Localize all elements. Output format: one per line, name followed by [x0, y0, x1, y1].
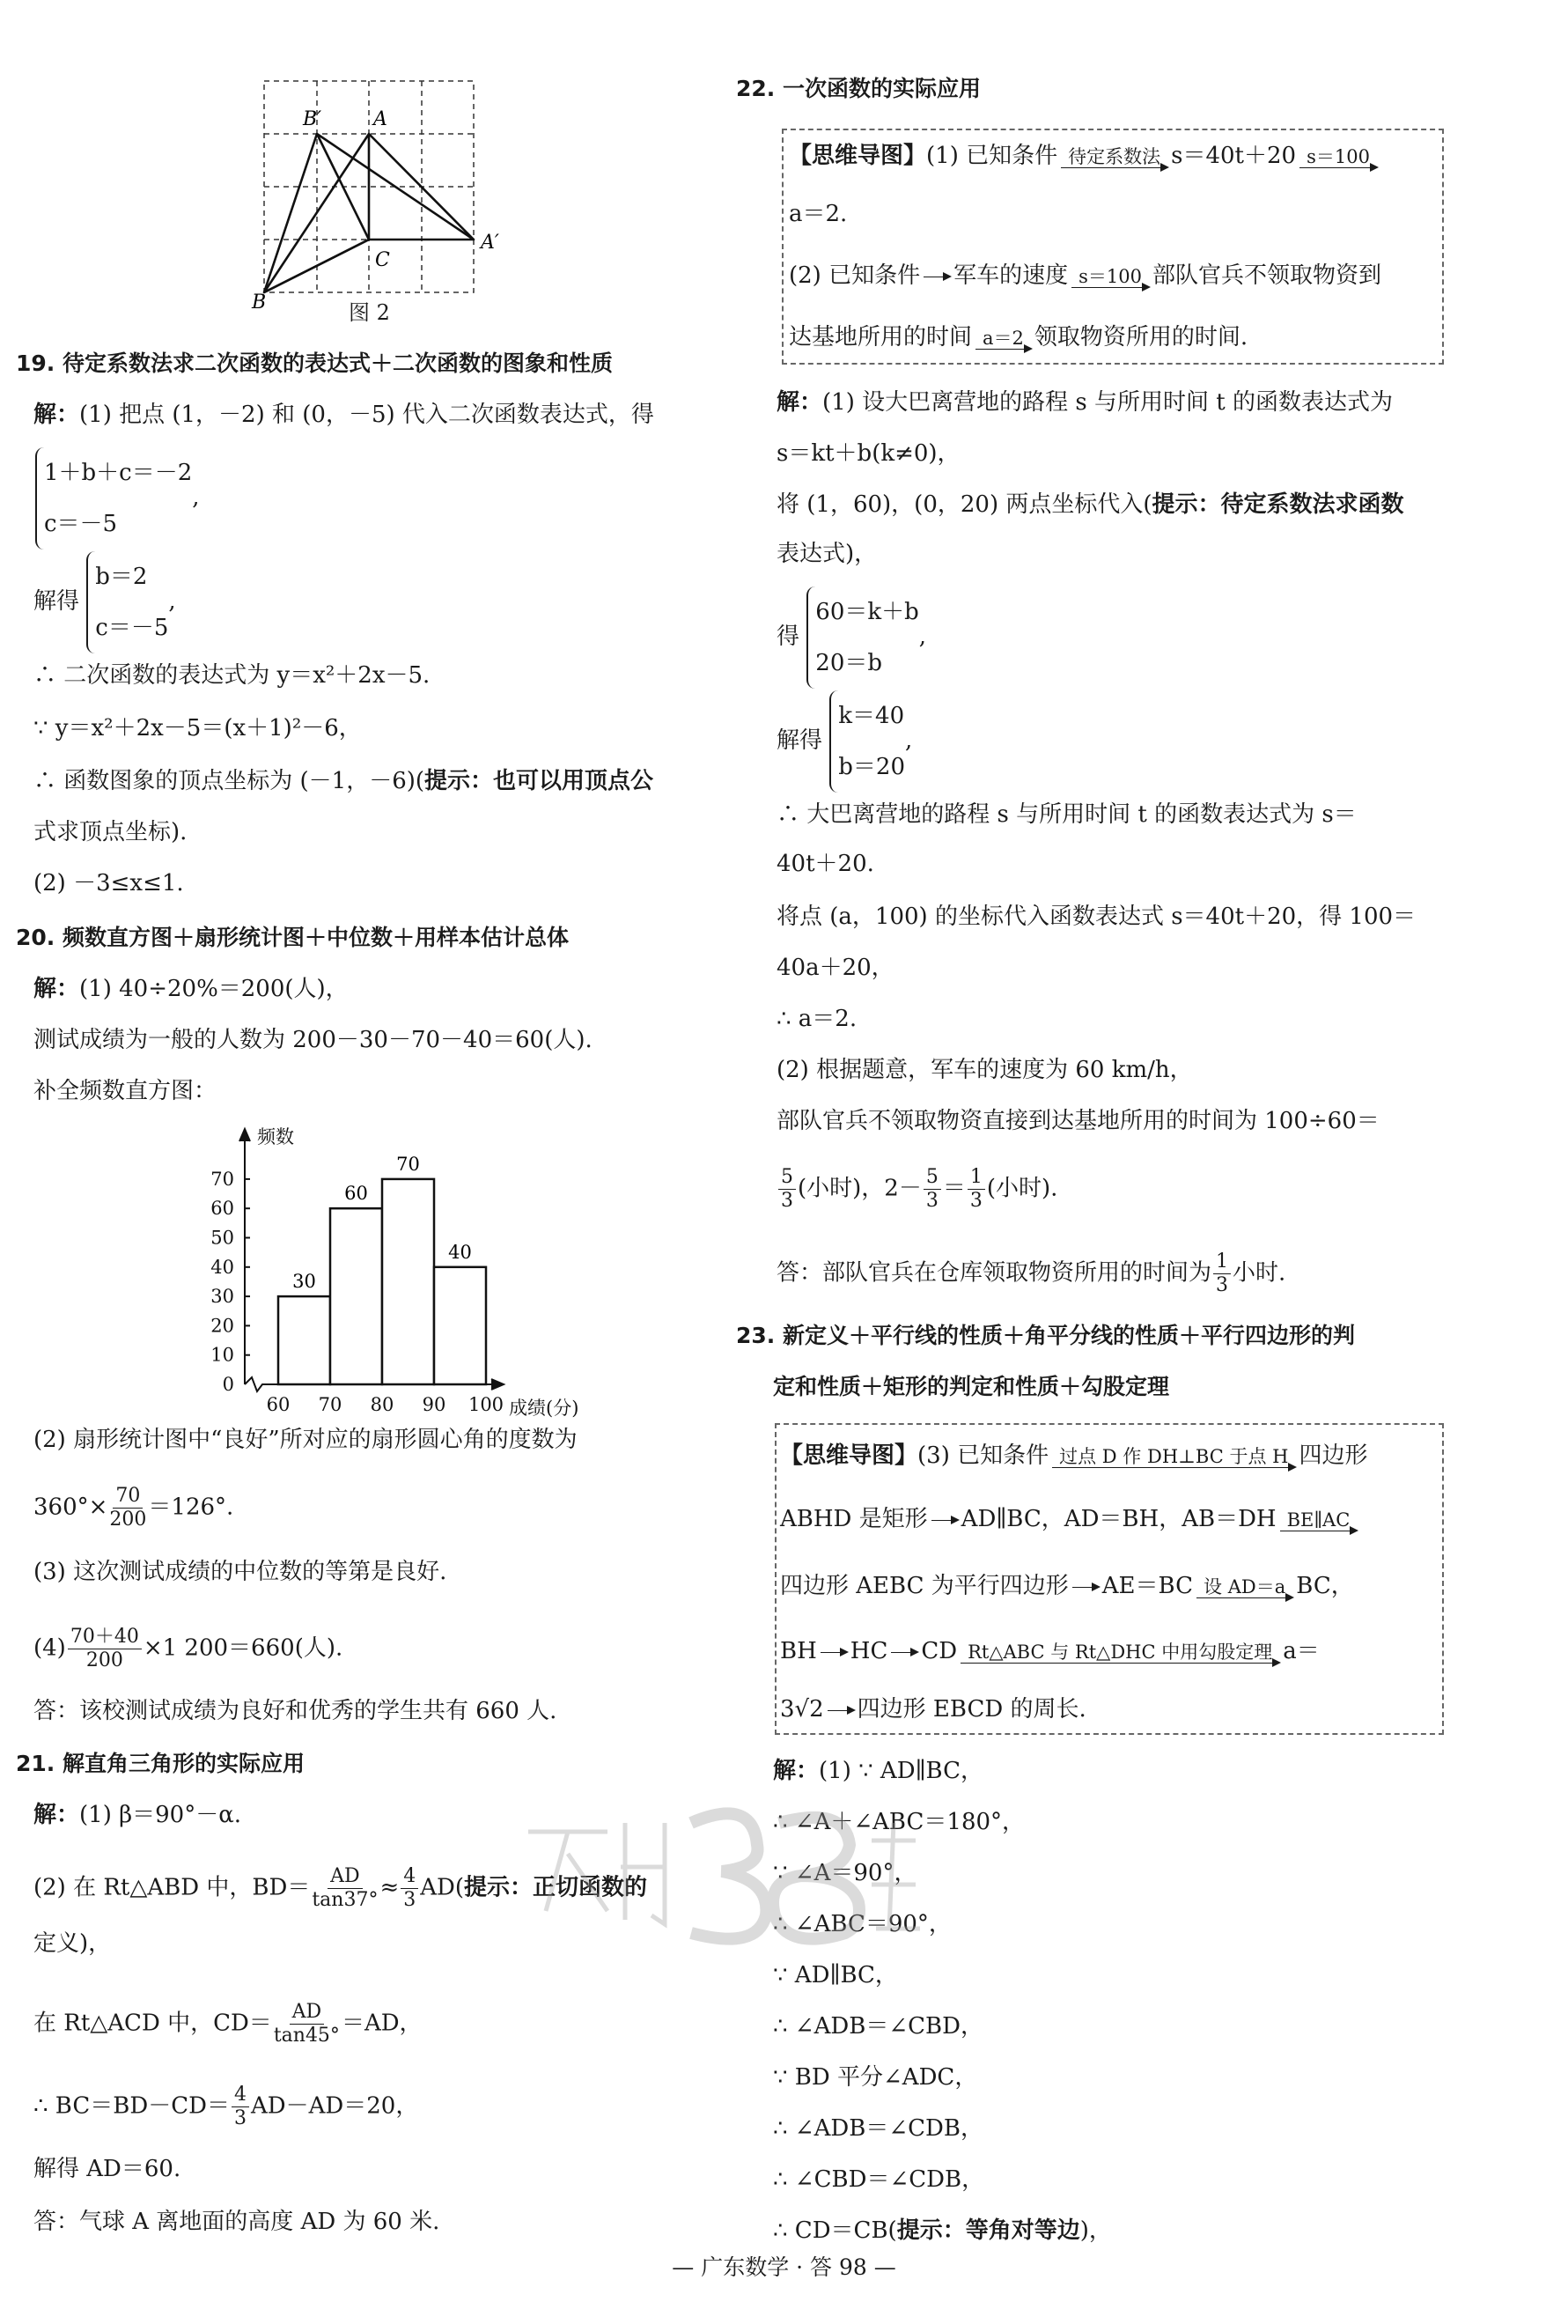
x-tick-label: 100: [467, 1394, 504, 1415]
q21-heading: 21. 解直角三角形的实际应用: [16, 1751, 305, 1776]
fig2-caption: 图 2: [349, 300, 390, 325]
q20-line7: (4) $\frac{70+40}{200}$ ×1 200＝660(人).: [33, 1626, 343, 1671]
y-axis-label: 频数: [257, 1126, 294, 1147]
q19-line4: ∴ 函数图象的顶点坐标为 (－1，－6)(提示：也可以用顶点公: [33, 768, 654, 794]
x-axis-label: 成绩(分): [509, 1398, 579, 1419]
q21-line5: ∴ BC＝BD－CD＝ $\frac{4}{3}$ AD－AD＝20，: [33, 2084, 419, 2129]
fig2-label-b1: B′: [303, 108, 322, 130]
figure-2: [252, 72, 511, 328]
q20-line2: 测试成绩为一般的人数为 200－30－70－40＝60(人).: [33, 1027, 593, 1053]
q23-line8: ∴ ∠ADB＝∠CDB，: [773, 2115, 983, 2142]
q23-mindmap-line3: 四边形 AEBC 为平行四边形 AE＝BC 设 AD＝a BC，: [780, 1573, 1354, 1599]
publisher-watermark: [511, 1770, 924, 1964]
q22-line5: ∴ 大巴离营地的路程 s 与所用时间 t 的函数表达式为 s＝: [777, 801, 1357, 828]
q21-line6: 解得 AD＝60.: [33, 2156, 181, 2182]
histogram-bar: [278, 1296, 330, 1384]
q22-line7: 将点 (a，100) 的坐标代入函数表达式 s＝40t＋20，得 100＝: [777, 904, 1417, 930]
y-tick-label: 50: [210, 1227, 234, 1249]
q23-line4: ∴ ∠ABC＝90°，: [773, 1911, 952, 1937]
q22-mindmap-line3: (2) 已知条件 军车的速度 s＝100 部队官兵不领取物资到: [789, 262, 1381, 289]
q23-line9: ∴ ∠CBD＝∠CDB，: [773, 2166, 985, 2193]
q19-heading: 19. 待定系数法求二次函数的表达式＋二次函数的图象和性质: [16, 350, 613, 376]
fig2-label-a: A: [373, 108, 387, 130]
q19-line1: 解：(1) 把点 (1，－2) 和 (0，－5) 代入二次函数表达式，得: [33, 402, 654, 428]
q22-mindmap-line2: a＝2.: [789, 201, 848, 227]
q20-line5: 360°× $\frac{70}{200}$ ＝126°.: [33, 1485, 234, 1531]
q22-system2: 解得 k＝40 b＝20 ,: [777, 690, 912, 793]
q22-line9: ∴ a＝2.: [777, 1006, 858, 1032]
y-tick-label: 70: [210, 1168, 234, 1190]
histogram-bar: [330, 1208, 382, 1384]
q20-line8: 答：该校测试成绩为良好和优秀的学生共有 660 人.: [33, 1698, 557, 1724]
bar-value-label: 70: [396, 1153, 420, 1175]
q21-line3: 定义)，: [33, 1930, 112, 1957]
q19-line2: ∴ 二次函数的表达式为 y＝x²＋2x－5.: [33, 662, 431, 689]
q20-line1: 解：(1) 40÷20%＝200(人)，: [33, 976, 349, 1002]
x-tick-label: 70: [318, 1394, 342, 1415]
q19-line5: 式求顶点坐标).: [33, 819, 188, 845]
y-tick-label: 60: [210, 1198, 234, 1220]
y-axis-arrow: [239, 1129, 250, 1141]
y-tick-label: 30: [210, 1286, 234, 1308]
bar-value-label: 60: [344, 1183, 368, 1205]
q22-line13: 答：部队官兵在仓库领取物资所用的时间为 $\frac{1}{3}$ 小时.: [777, 1251, 1286, 1296]
q23-mindmap-line5: 3√2 四边形 EBCD 的周长.: [780, 1696, 1086, 1723]
y-tick-label: 20: [210, 1315, 234, 1337]
q20-heading: 20. 频数直方图＋扇形统计图＋中位数＋用样本估计总体: [16, 925, 569, 950]
y-tick-label: 0: [222, 1374, 234, 1395]
q19-system2: 解得 b＝2 c＝－5 ,: [33, 551, 176, 653]
q23-line3: ∵ ∠A＝90°，: [773, 1860, 917, 1886]
q22-mindmap-line1: 【思维导图】(1) 已知条件 待定系数法 s＝40t＋20 s＝100: [789, 141, 1380, 171]
q22-line4: 表达式)，: [777, 541, 878, 567]
histogram-bar: [382, 1179, 434, 1384]
q23-mindmap-line2: ABHD 是矩形 AD∥BC，AD＝BH，AB＝DH BE∥AC: [780, 1504, 1360, 1534]
q22-line3: 将 (1，60)，(0，20) 两点坐标代入(提示：待定系数法求函数: [777, 491, 1404, 518]
y-tick-label: 40: [210, 1256, 234, 1278]
q21-line2: (2) 在 Rt△ABD 中，BD＝ $\frac{AD}{\tan 37^\circ}$ ≈ $\frac{4}{3}$ AD(提示：正切函数的: [33, 1865, 648, 1911]
fig2-label-b: B: [252, 291, 267, 314]
y-tick-label: 10: [210, 1344, 234, 1366]
q20-line3: 补全频数直方图：: [33, 1078, 217, 1104]
q19-line3: ∵ y＝x²＋2x－5＝(x＋1)²－6，: [33, 715, 362, 741]
q20-line6: (3) 这次测试成绩的中位数的等第是良好.: [33, 1559, 447, 1585]
q21-line4: 在 Rt△ACD 中，CD＝ $\frac{AD}{\tan 45^\circ}$ ＝AD，: [33, 2001, 423, 2047]
q23-line7: ∵ BD 平分∠ADC，: [773, 2064, 978, 2091]
q23-mindmap-line4: BH HC CD Rt△ABC 与 Rt△DHC 中用勾股定理 a＝: [780, 1638, 1320, 1664]
q22-line2: s＝kt＋b(k≠0)，: [777, 440, 961, 467]
q22-line6: 40t＋20.: [777, 851, 874, 877]
fig2-label-a1: A′: [481, 232, 499, 254]
frequency-histogram: [174, 1120, 597, 1419]
q23-heading-line2: 定和性质＋矩形的判定和性质＋勾股定理: [773, 1374, 1170, 1399]
q22-line1: 解：(1) 设大巴离营地的路程 s 与所用时间 t 的函数表达式为: [777, 389, 1393, 416]
q22-line11: 部队官兵不领取物资直接到达基地所用的时间为 100÷60＝: [777, 1108, 1380, 1134]
page-footer: — 广东数学 · 答 98 —: [672, 2254, 896, 2280]
q19-line6: (2) －3≤x≤1.: [33, 870, 184, 896]
fig2-label-c: C: [375, 249, 390, 271]
q23-line10: ∴ CD＝CB(提示：等角对等边)，: [773, 2217, 1112, 2244]
x-axis-arrow: [491, 1379, 504, 1390]
x-tick-label: 90: [422, 1394, 446, 1415]
q22-heading: 22. 一次函数的实际应用: [736, 76, 981, 101]
q20-line4: (2) 扇形统计图中“良好”所对应的扇形圆心角的度数为: [33, 1427, 578, 1453]
x-tick-label: 80: [370, 1394, 394, 1415]
bar-value-label: 40: [448, 1241, 472, 1263]
q23-line6: ∴ ∠ADB＝∠CBD，: [773, 2013, 983, 2040]
q23-line2: ∴ ∠A＋∠ABC＝180°，: [773, 1809, 1026, 1835]
q22-system1: 得 60＝k＋b 20＝b ,: [777, 587, 926, 689]
x-tick-label: 60: [266, 1394, 291, 1415]
q19-system1: 1＋b＋c＝－2 c＝－5 ,: [35, 447, 200, 550]
q22-mindmap-line4: 达基地所用的时间 a＝2 领取物资所用的时间.: [789, 324, 1248, 350]
bar-value-label: 30: [292, 1271, 316, 1293]
q23-line5: ∵ AD∥BC，: [773, 1962, 898, 1988]
q23-heading-line1: 23. 新定义＋平行线的性质＋角平分线的性质＋平行四边形的判: [736, 1323, 1355, 1348]
q22-line12: $\frac{5}{3}$ (小时)，2－ $\frac{5}{3}$ ＝ $\frac{1}{3}$ (小时).: [777, 1166, 1057, 1213]
q22-line10: (2) 根据题意，军车的速度为 60 km/h，: [777, 1057, 1193, 1083]
q21-line7: 答：气球 A 离地面的高度 AD 为 60 米.: [33, 2209, 440, 2235]
q22-line8: 40a＋20，: [777, 955, 894, 981]
q21-line1: 解：(1) β＝90°－α.: [33, 1802, 242, 1828]
q23-mindmap-line1: 【思维导图】(3) 已知条件 过点 D 作 DH⊥BC 于点 H 四边形: [780, 1442, 1368, 1469]
q23-line1: 解：(1) ∵ AD∥BC，: [773, 1758, 984, 1784]
histogram-bar: [434, 1267, 486, 1384]
